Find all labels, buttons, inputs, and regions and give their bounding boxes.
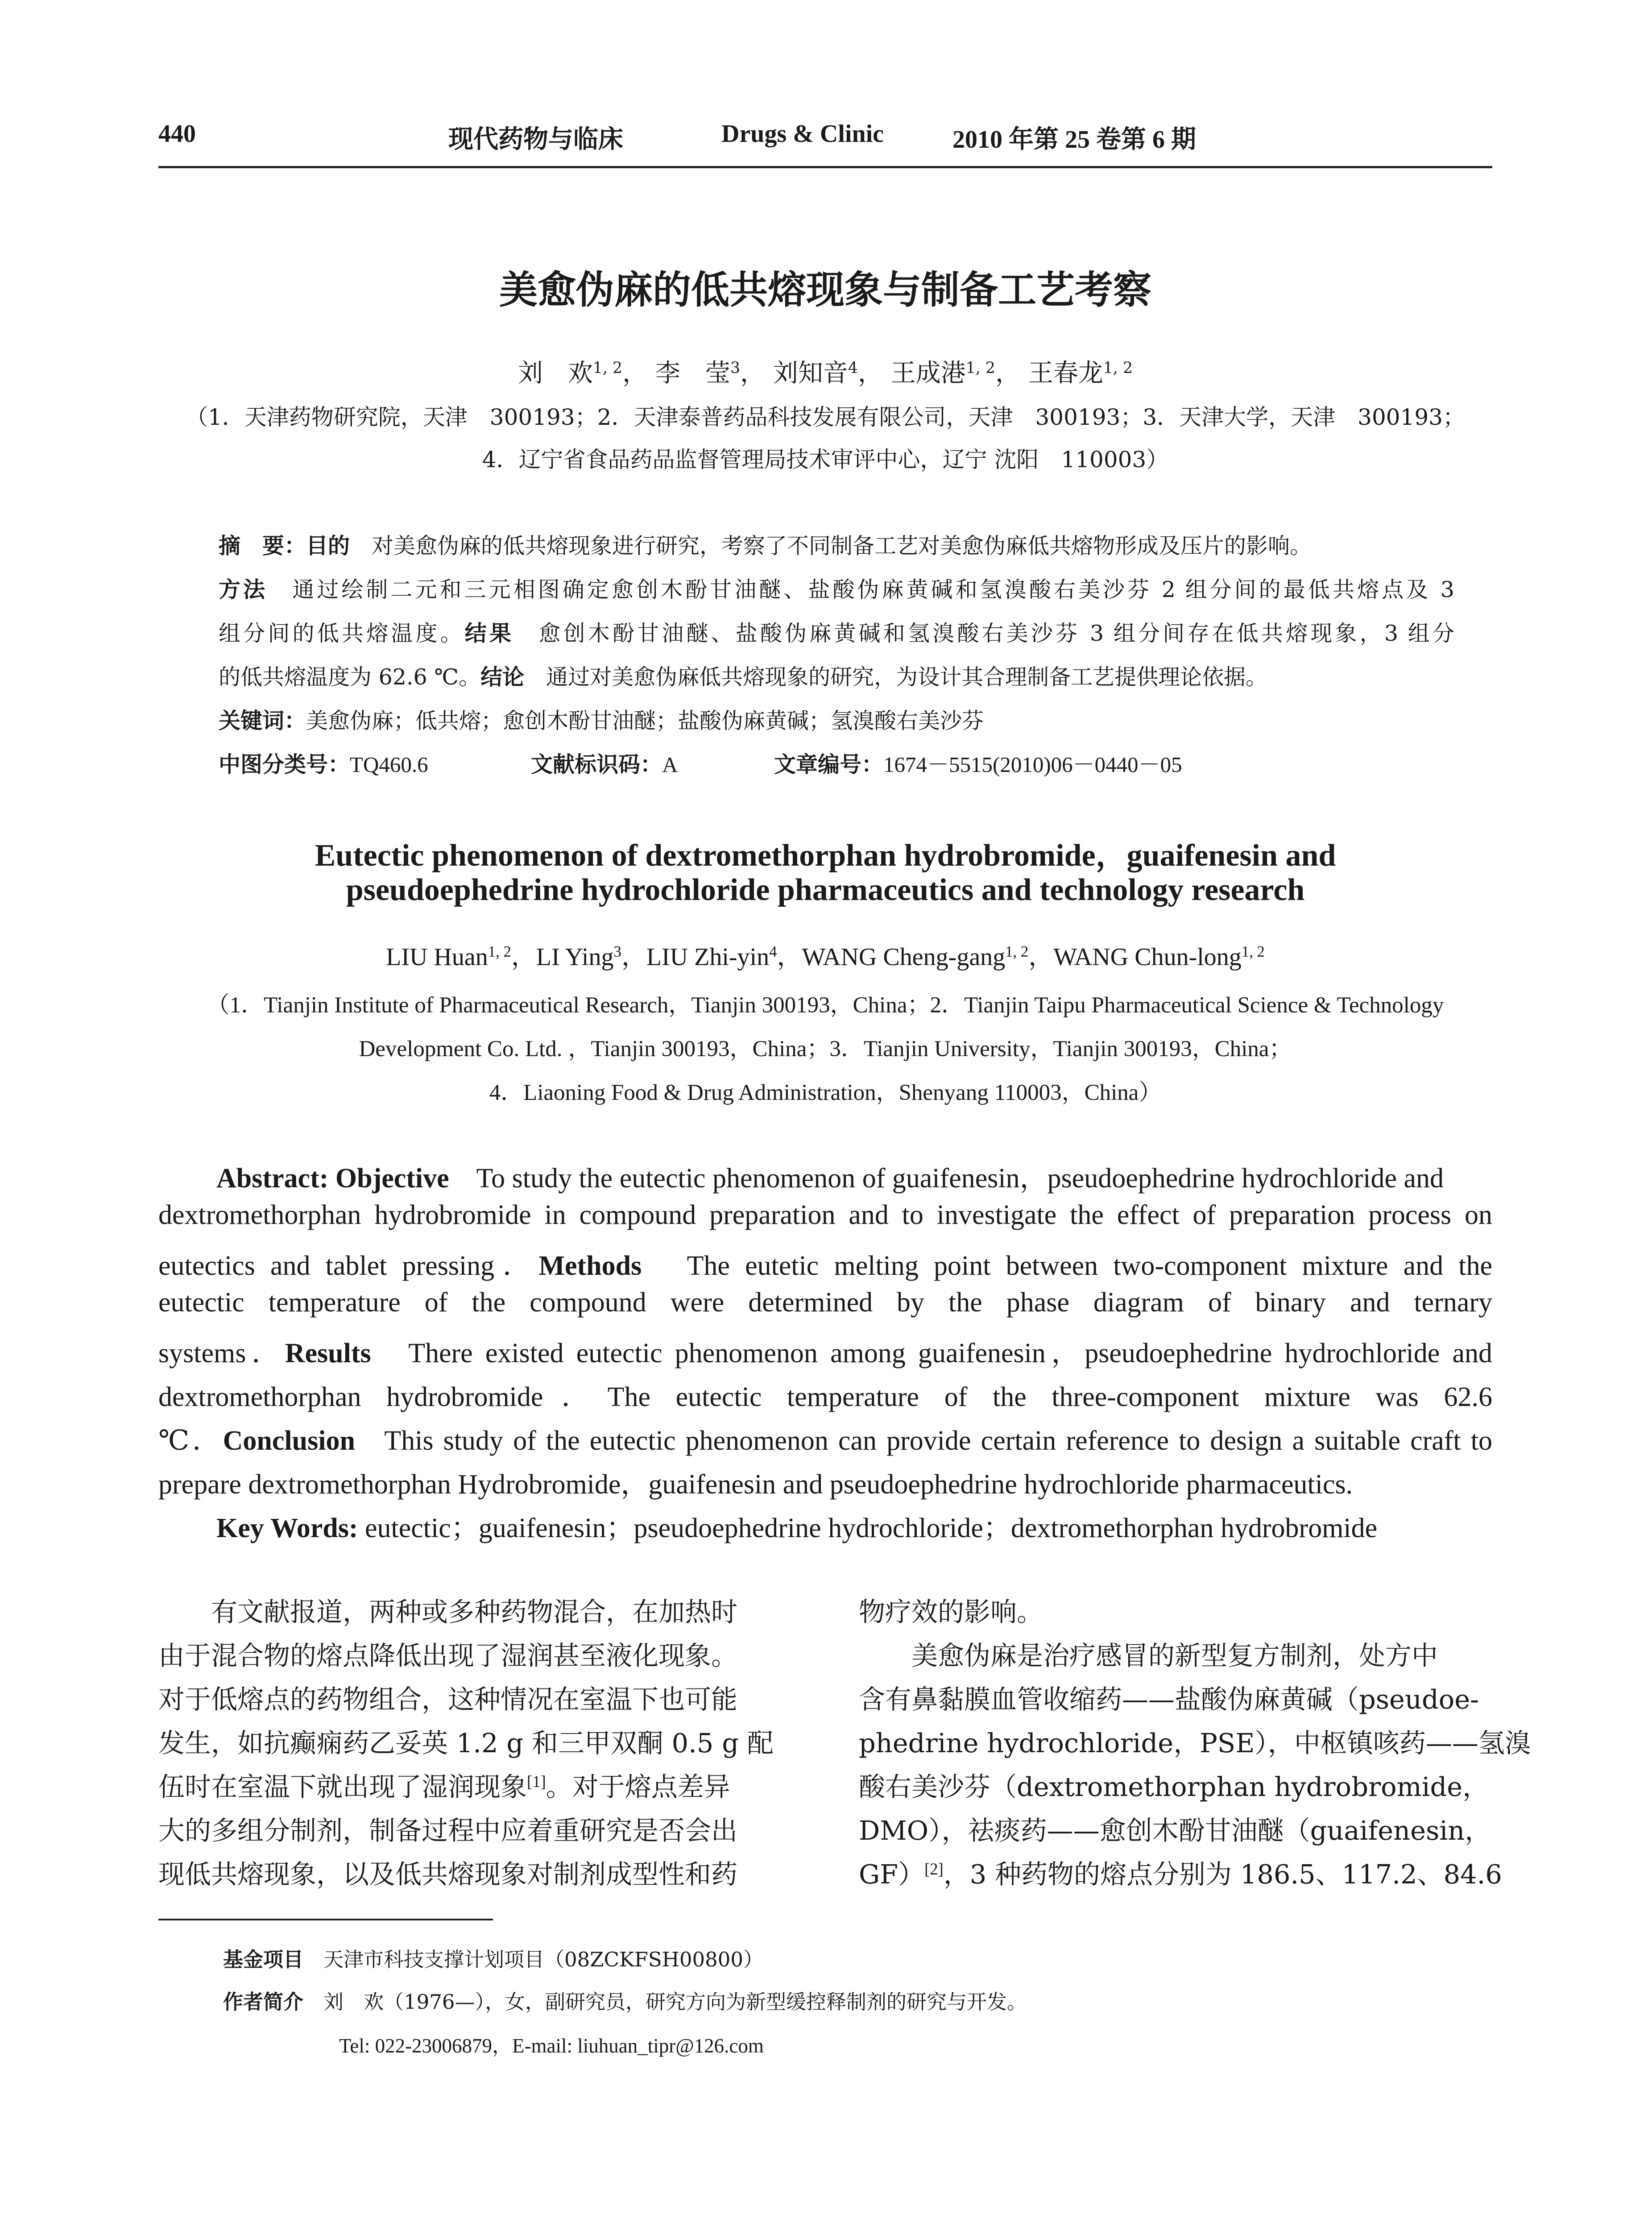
body-right-line: DMO），祛痰药——愈创木酚甘油醚（guaifenesin， xyxy=(859,1815,1491,1846)
en-author: WANG Cheng-gang xyxy=(802,943,1006,971)
body-right-line: GF）[2]，3 种药物的熔点分别为 186.5、117.2、84.6 xyxy=(859,1859,1502,1890)
en-title-line: Eutectic phenomenon of dextromethorphan hydrobromide，guaifenesin and xyxy=(315,838,1336,873)
en-abstract-line: eutectic temperature of the compound were determined by the phase diagram of binary and ternary xyxy=(158,1287,1492,1318)
cn-abstract-line: 的低共熔温度为 62.6 ℃。结论 通过对美愈伪麻低共熔现象的研究，为设计其合理制备工艺提供理论依据。 xyxy=(219,664,1268,690)
en-author: LIU Zhi-yin xyxy=(646,943,770,971)
body-left-line: 对于低熔点的药物组合，这种情况在室温下也可能 xyxy=(158,1684,738,1715)
cn-author: 王成港 xyxy=(890,359,966,388)
footnote-rule xyxy=(158,1919,493,1920)
issue-info: 2010 年第 25 卷第 6 期 xyxy=(952,126,1196,153)
body-left-line: 现低共熔现象，以及低共熔现象对制剂成型性和药 xyxy=(158,1859,738,1890)
header-rule xyxy=(158,166,1492,168)
en-abstract-line: prepare dextromethorphan Hydrobromide，guaifenesin and pseudoephedrine hydrochloride pharmaceutics. xyxy=(158,1469,1353,1500)
body-left-line: 有文献报道，两种或多种药物混合，在加热时 xyxy=(211,1597,738,1627)
en-author: LIU Huan xyxy=(386,943,488,971)
body-right-line: 含有鼻黏膜血管收缩药——盐酸伪麻黄碱（pseudoe- xyxy=(859,1684,1479,1715)
body-left-line: 大的多组分制剂，制备过程中应着重研究是否会出 xyxy=(158,1815,738,1846)
body-right-line: 物疗效的影响。 xyxy=(859,1597,1043,1627)
citation-ref: [2] xyxy=(924,1859,944,1878)
en-abstract-line: Abstract: Objective To study the eutectic phenomenon of guaifenesin，pseudoephedrine hydrochloride and xyxy=(216,1163,1444,1194)
cn-objective-label: 目的 xyxy=(306,533,350,559)
en-abstract-line: ℃．Conclusion This study of the eutectic phenomenon can provide certain reference to design a suitable craft to xyxy=(158,1426,1493,1456)
running-header xyxy=(158,120,1492,155)
cn-affiliation-line: （1．天津药物研究院，天津 300193；2．天津泰普药品科技发展有限公司，天津 300193；3．天津大学，天津 300193； xyxy=(185,404,1466,430)
cn-affiliation-line: 4．辽宁省食品药品监督管理局技术审评中心，辽宁 沈阳 110003） xyxy=(482,447,1169,473)
body-right-line: phedrine hydrochloride，PSE），中枢镇咳药——氢溴 xyxy=(859,1728,1531,1758)
citation-ref: [1] xyxy=(527,1772,546,1791)
clc-number: TQ460.6 xyxy=(350,752,428,777)
journal-name-en: Drugs & Clinic xyxy=(721,120,884,148)
cn-author: 李 莹 xyxy=(655,359,730,388)
page-number: 440 xyxy=(158,120,196,148)
en-title-line: pseudoephedrine hydrochloride pharmaceutics and technology research xyxy=(346,873,1305,907)
body-left-line: 由于混合物的熔点降低出现了湿润甚至液化现象。 xyxy=(158,1640,738,1671)
en-abstract-line: dextromethorphan hydrobromide in compound preparation and to investigate the effect of preparation process on xyxy=(158,1200,1492,1230)
cn-abstract-line: 组分间的低共熔温度。结果 愈创木酚甘油醚、盐酸伪麻黄碱和氢溴酸右美沙芬 3 组分间存在低共熔现象，3 组分 xyxy=(219,621,1454,646)
body-left-line: 伍时在室温下就出现了湿润现象[1]。对于熔点差异 xyxy=(158,1771,730,1802)
cn-keywords: 关键词：美愈伪麻；低共熔；愈创木酚甘油醚；盐酸伪麻黄碱；氢溴酸右美沙芬 xyxy=(219,708,984,734)
en-methods-label: Methods xyxy=(538,1251,642,1281)
en-abstract-line: systems．Results There existed eutectic phenomenon among guaifenesin，pseudoephedrine hydrochloride and xyxy=(158,1338,1492,1368)
cn-authors: 刘 欢$^{1, 2}$， 李 莹$^3$， 刘知音$^4$， 王成港$^{1, 2}$， 王春龙$^{1, 2}$ xyxy=(518,359,1133,388)
body-right-line: 美愈伪麻是治疗感冒的新型复方制剂，处方中 xyxy=(911,1640,1438,1671)
article-number: 1674－5515(2010)06－0440－05 xyxy=(883,752,1182,777)
fund-note: 基金项目 天津市科技支撑计划项目（08ZCKFSH00800） xyxy=(223,1948,764,1971)
author-note: 作者简介 刘 欢（1976—），女，副研究员，研究方向为新型缓控释制剂的研究与开发。 xyxy=(223,1990,1027,2014)
cn-methods-label: 方法 xyxy=(219,577,268,602)
en-author: LI Ying xyxy=(536,943,614,971)
cn-author: 刘 欢 xyxy=(518,359,593,388)
en-authors: LIU Huan$^{1, 2}$，LI Ying$^3$，LIU Zhi-yin$^4$，WANG Cheng-gang$^{1, 2}$，WANG Chun-long$^{1, 2}$ xyxy=(386,942,1265,971)
cn-abstract-line: 摘 要：目的 对美愈伪麻的低共熔现象进行研究，考察了不同制备工艺对美愈伪麻低共熔物形成及压片的影响。 xyxy=(219,533,1312,559)
en-affiliation-line: 4．Liaoning Food & Drug Administration，Shenyang 110003，China） xyxy=(489,1080,1162,1105)
body-left-line: 发生，如抗癫痫药乙妥英 1.2 g 和三甲双酮 0.5 g 配 xyxy=(158,1728,774,1758)
contact-note: Tel: 022-23006879，E-mail: liuhuan_tipr@126.com xyxy=(339,2035,764,2057)
cn-title: 美愈伪麻的低共熔现象与制备工艺考察 xyxy=(499,268,1151,312)
cn-author: 刘知音 xyxy=(773,359,848,388)
en-keywords: Key Words: eutectic；guaifenesin；pseudoephedrine hydrochloride；dextromethorphan hydrobromide xyxy=(216,1513,1378,1543)
cn-abstract-line: 方法 通过绘制二元和三元相图确定愈创木酚甘油醚、盐酸伪麻黄碱和氢溴酸右美沙芬 2 组分间的最低共熔点及 3 xyxy=(219,577,1454,602)
doc-code: A xyxy=(662,752,678,777)
cn-conclusion-label: 结论 xyxy=(480,664,525,690)
cn-author: 王春龙 xyxy=(1028,359,1103,388)
en-objective-label: Objective xyxy=(335,1163,449,1194)
en-conclusion-label: Conclusion xyxy=(223,1426,355,1456)
cn-classification: 中图分类号：TQ460.6 文献标识码：A 文章编号：1674－5515(2010)06－0440－05 xyxy=(219,752,1182,777)
body-right-line: 酸右美沙芬（dextromethorphan hydrobromide， xyxy=(859,1771,1489,1802)
en-abstract-line: dextromethorphan hydrobromide．The eutectic temperature of the three-component mixture was 62.6 xyxy=(158,1382,1492,1412)
en-abstract-line: eutectics and tablet pressing．Methods The eutetic melting point between two-component mixture and the xyxy=(158,1251,1492,1281)
cn-results-label: 结果 xyxy=(464,621,514,646)
en-affiliation-line: （1．Tianjin Institute of Pharmaceutical Research，Tianjin 300193，China；2．Tianjin Taipu Pharmaceutical Science & Technology xyxy=(207,993,1444,1018)
journal-name-cn: 现代药物与临床 xyxy=(448,124,623,154)
en-affiliation-line: Development Co. Ltd. ，Tianjin 300193，China；3．Tianjin University，Tianjin 300193，China； xyxy=(359,1037,1292,1062)
en-author: WANG Chun-long xyxy=(1053,943,1242,971)
en-results-label: Results xyxy=(285,1338,371,1368)
